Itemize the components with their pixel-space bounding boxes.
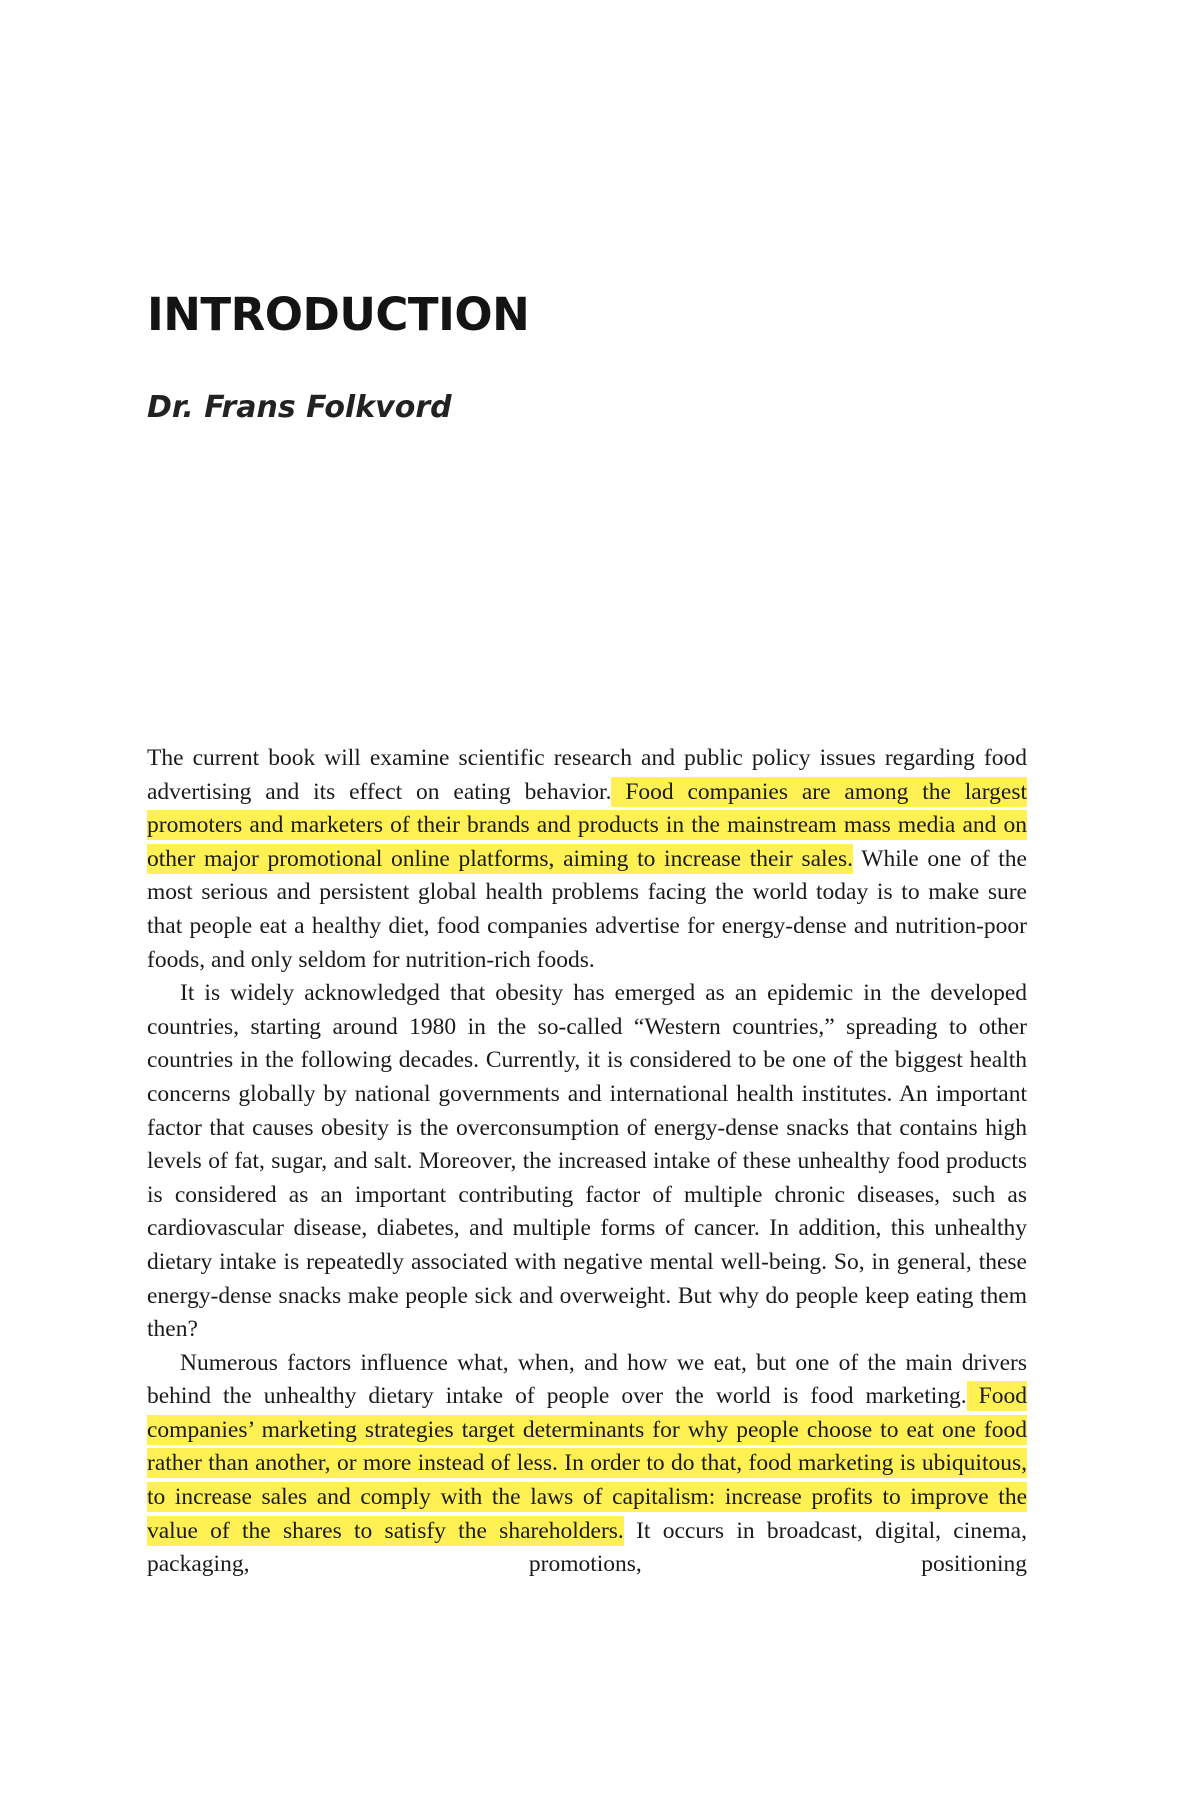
- text-segment: It occurs in broadcast, digital, cinema, packaging, promotions, positioning: [147, 1517, 1027, 1578]
- paragraph: [147, 742, 1027, 977]
- text-segment: It is widely acknowledged that obesity has emerged as an epidemic in the developed countries, starting around 1980 in the so-called “Western countries,” spreading to other countries in the following decades. Currently, it is considered to be one of the biggest health concerns globally by national governments and international health institutes. An important factor that causes obesity is the overconsumption of energy-dense snacks that contains high levels of fat, sugar, and salt. Moreover, the increased intake of these unhealthy food products is considered as an important contributing factor of multiple chronic diseases, such as cardiovascular disease, diabetes, and multiple forms of cancer. In addition, this unhealthy dietary intake is repeatedly associated with negative mental well-being. So, in general, these energy-dense snacks make people sick and overweight. But why do people keep eating them then?: [147, 980, 1027, 1343]
- highlighted-text[interactable]: Food companies’ marketing strategies target determinants for why people choose to eat one food rather than another, or more instead of less. In order to do that, food marketing is ubiquitous, to increase sales and comply with the laws of capitalism: increase profits to improve the value of the shares to satisfy the shareholders.: [147, 1383, 1027, 1544]
- text-segment: While one of the most serious and persistent global health problems facing the world today is to make sure that people eat a healthy diet, food companies advertise for energy-dense and nutrition-poor foods, and only seldom for nutrition-rich foods.: [147, 845, 1027, 973]
- body-text: [147, 742, 1027, 1582]
- highlighted-text[interactable]: Food companies are among the largest promoters and marketers of their brands and products in the mainstream mass media and on other major promotional online platforms, aiming to increase their sales.: [147, 778, 1027, 872]
- text-segment: The current book will examine scientific research and public policy issues regarding food advertising and its effect on eating behavior.: [147, 745, 1027, 805]
- chapter-title: INTRODUCTION: [147, 288, 530, 341]
- paragraph: [147, 1347, 1027, 1582]
- text-segment: Numerous factors influence what, when, and how we eat, but one of the main drivers behind the unhealthy dietary intake of people over the world is food marketing.: [147, 1349, 1027, 1410]
- paragraph: [147, 977, 1027, 1347]
- chapter-author: Dr. Frans Folkvord: [147, 390, 452, 425]
